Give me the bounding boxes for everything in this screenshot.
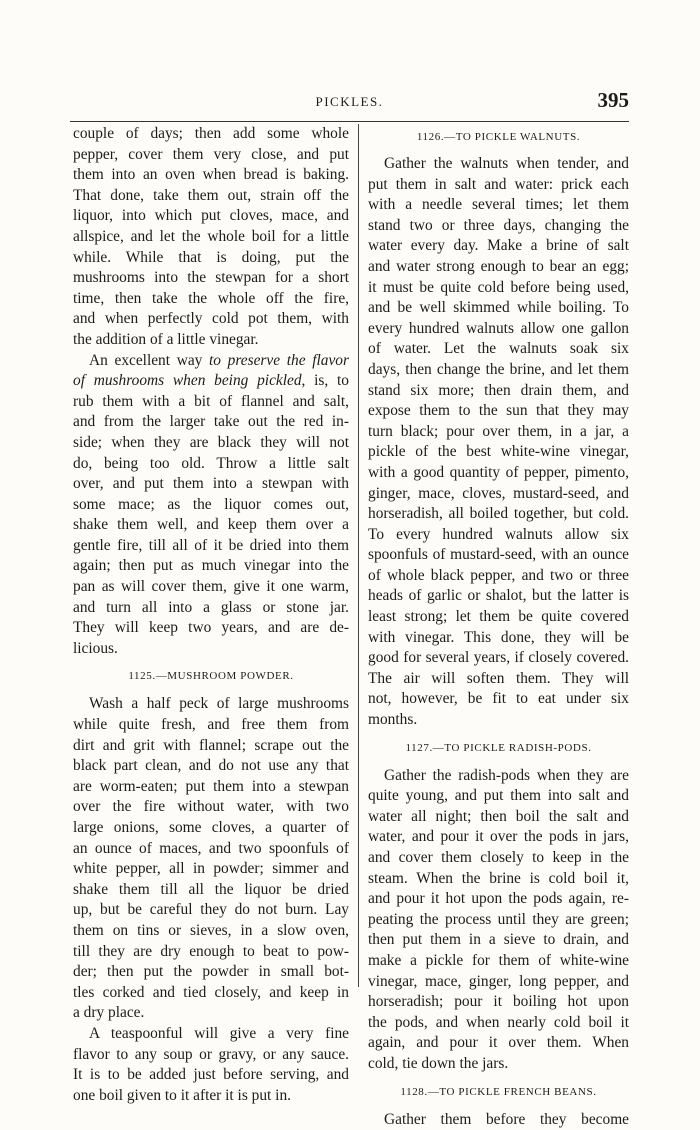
text-line: large onions, some cloves, a quarter of [73,819,349,836]
text-line: shake them well, and keep them over a [73,516,349,534]
text-line: pepper, cover them very close, and put [73,145,349,163]
text-line: and pour it hot upon the pods again, re- [368,890,629,908]
recipe-heading-1127: 1127.—TO PICKLE RADISH-PODS. [405,741,592,754]
running-header [70,88,629,118]
text-line: gentle fire, till all of it be dried into them [73,536,349,554]
text-line: To every hundred walnuts allow six [368,525,629,543]
text-line: rub them with a bit of flannel and salt, [73,392,349,410]
text-line: of whole black pepper, and two or three [368,566,629,584]
text-line: time, then take the whole off the fire, [73,289,349,307]
text-line: der; then put the powder in small bot- [73,963,349,981]
text-line: some mace; as the liquor comes out, [73,495,349,513]
text-line: do, being too old. Throw a little salt [73,454,349,472]
running-title: PICKLES. [315,94,384,109]
text-line: pickle of the best white-wine vinegar, [368,443,629,461]
paragraph-left-2 [73,351,349,660]
text-line: the pods, and when nearly cold boil it [368,1013,629,1031]
text-line: and cover them closely to keep in the [368,849,629,866]
text-line: of water. Let the walnuts soak six [368,340,629,358]
paragraph-right-3 [368,1110,629,1130]
text-line: stand six more; then drain them, and [368,381,629,399]
text-line: while. While that is doing, put the [73,248,349,266]
text-line: with a good quantity of pepper, pimento, [368,463,629,481]
text-line: a dry place. [73,1004,145,1022]
text-line: The air will soften them. They will [368,669,629,687]
text-line: up, but be careful they do not burn. Lay [73,901,349,919]
text-line: They will keep two years, and are de- [73,619,349,637]
text-line: couple of days; then add some whole [73,125,349,142]
recipe-heading-1128: 1128.—TO PICKLE FRENCH BEANS. [400,1085,597,1098]
text-line: an ounce of maces, and two spoonfuls of [73,839,349,857]
text-line: not, however, be fit to eat under six [368,690,629,708]
paragraph-left-3 [73,694,349,1024]
text-line: and when perfectly cold pot them, with [73,310,349,328]
text-line: horseradish, all boiled together, but cold. [368,505,629,523]
text-line: heads of garlic or shalot, but the latter is [368,587,629,605]
text-line: again, and pour it over them. When [368,1034,629,1052]
text-line: every hundred walnuts allow one gallon [368,319,629,337]
text-line: licious. [73,639,118,657]
left-column [73,124,349,1106]
text-line: ginger, mace, cloves, mustard-seed, and [368,484,629,502]
text-line: stand two or three days, changing the [368,216,629,234]
text-line: It is to be added just before serving, and [73,1066,349,1084]
text-line: mushrooms into the stewpan for a short [73,269,349,287]
text-line: water all night; then boil the salt and [368,807,629,825]
text-line: least strong; let them be quite covered [368,608,629,626]
right-column [368,124,629,1130]
text-line: vinegar, mace, ginger, long pepper, and [368,972,629,990]
text-line: steam. When the brine is cold boil it, [368,869,629,887]
text-line: turn black; pour over them, in a jar, a [368,422,629,440]
text-line: put them in salt and water: prick each [368,175,629,193]
page-number: 395 [597,88,629,112]
text-line: and be well skimmed while boiling. To [368,299,629,317]
text-line: are worm-eaten; put them into a stewpan [73,777,349,795]
paragraph-left-4 [73,1024,349,1106]
text-line: Gather the radish-pods when they are [384,766,629,784]
text-line: make a pickle for them of white-wine [368,951,629,969]
text-line: months. [368,711,418,729]
text-line: over, and put them into a stewpan with [73,475,349,493]
text-line: with a needle several times; let them [368,196,629,214]
paragraph-left-1 [73,124,349,351]
text-line: cold, tie down the jars. [368,1054,509,1072]
text-line: That done, take them out, strain off the [73,186,349,204]
text-line: over the fire without water, with two [73,798,349,816]
text-line: peating the process until they are green; [368,910,629,928]
text-line: the addition of a little vinegar. [73,330,259,348]
text-line: Wash a half peck of large mushrooms [89,695,349,713]
text-line: till they are dry enough to beat to pow- [73,942,349,960]
text-line: white pepper, all in powder; simmer and [73,860,349,878]
text-line: An excellent way to preserve the flavor [89,351,349,369]
recipe-heading-1126: 1126.—TO PICKLE WALNUTS. [416,131,581,143]
text-line: of mushrooms when being pickled, is, to [73,372,349,390]
text-line: spoonfuls of mustard-seed, with an ounce [368,546,629,564]
text-line: water, and pour it over the pods in jars, [368,828,629,846]
paragraph-right-2 [368,766,629,1075]
text-line: shake them till all the liquor be dried [73,880,349,898]
text-line: then put them in a sieve to drain, and [368,931,629,949]
text-line: and turn all into a glass or stone jar. [73,598,349,616]
text-line: flavor to any soup or gravy, or any sauce. [73,1045,349,1063]
text-line: black part clean, and do not use any that [73,757,349,775]
text-line: water every day. Make a brine of salt [368,237,629,255]
paragraph-right-1 [368,154,629,731]
text-line: expose them to the sun that they may [368,402,629,420]
text-line: dirt and grit with flannel; scrape out the [73,736,349,754]
text-line: with vinegar. This done, they will be [368,628,629,646]
column-divider [358,124,359,987]
text-line: them into an oven when bread is baking. [73,166,349,184]
text-line: and from the larger take out the red in- [73,413,349,431]
text-line: horseradish; pour it boiling hot upon [368,993,629,1011]
text-line: good for several years, if closely covered. [368,649,629,667]
text-line: side; when they are black they will not [73,433,349,451]
text-line: liquor, into which put cloves, mace, and [73,207,349,225]
text-line: quite young, and put them into salt and [368,787,629,805]
text-line: Gather them before they become [384,1110,629,1128]
text-line: it must be quite cold before being used, [368,278,629,296]
text-line: and water strong enough to bear an egg; [368,257,629,275]
text-line: Gather the walnuts when tender, and [384,155,629,172]
recipe-heading-1125: 1125.—MUSHROOM POWDER. [128,670,294,683]
text-line: allspice, and let the whole boil for a little [73,227,349,245]
text-line: while quite fresh, and free them from [73,716,349,734]
text-line: them on tins or sieves, in a slow oven, [73,921,349,939]
text-line: days, then change the brine, and let them [368,360,629,378]
text-line: one boil given to it after it is put in. [73,1086,292,1104]
text-line: tles corked and tied closely, and keep in [73,983,349,1001]
header-rule [70,121,629,122]
text-line: pan as will cover them, give it one warm, [73,578,349,596]
text-line: again; then put as much vinegar into the [73,557,349,575]
text-line: A teaspoonful will give a very fine [89,1024,349,1042]
